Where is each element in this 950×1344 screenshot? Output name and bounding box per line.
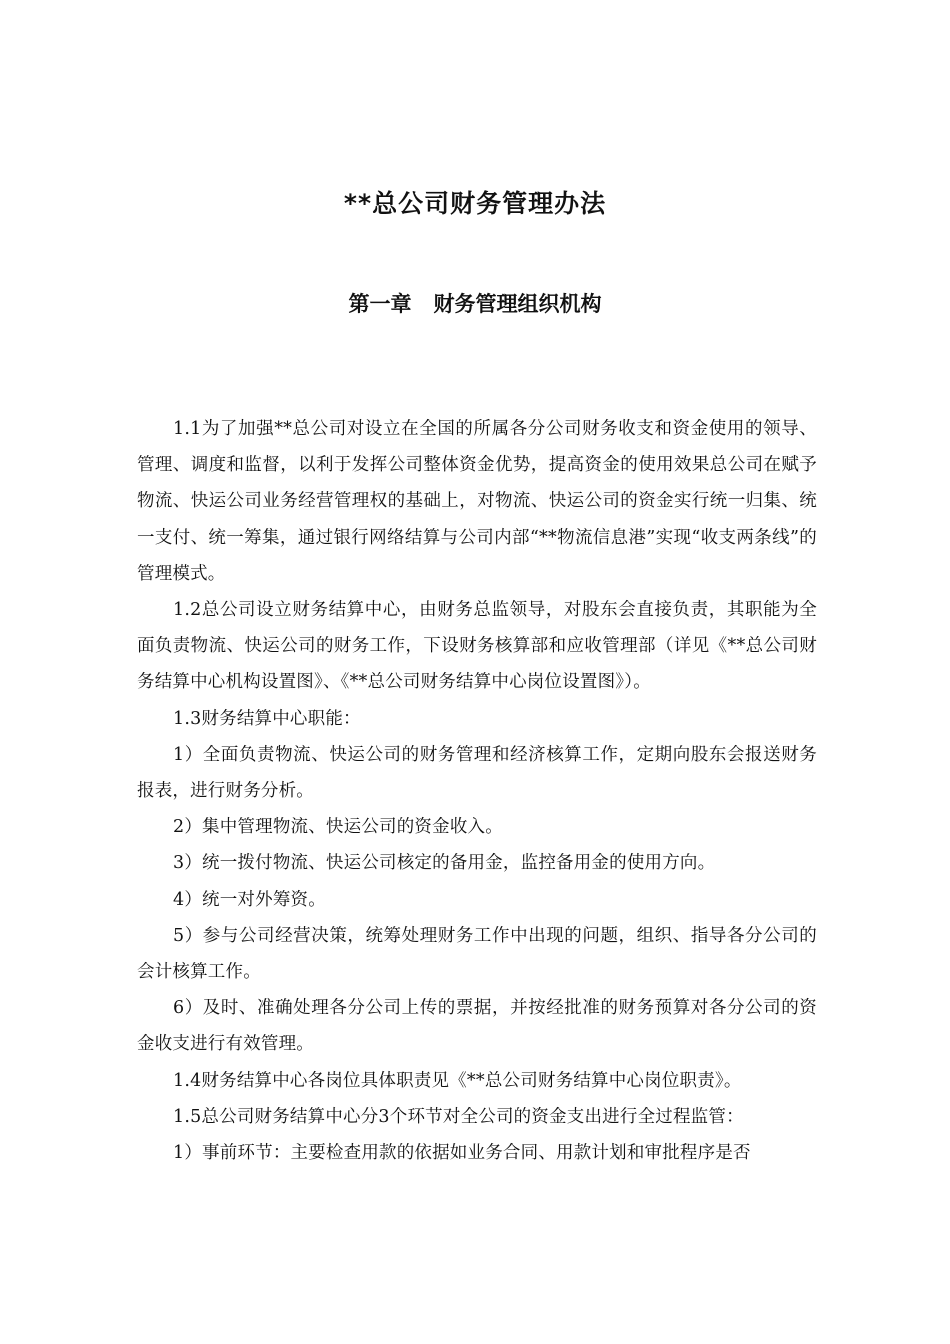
list-item-7: 1）事前环节：主要检查用款的依据如业务合同、用款计划和审批程序是否 bbox=[173, 1143, 751, 1164]
chapter-heading: 第一章 财务管理组织机构 bbox=[348, 292, 602, 316]
paragraph-1-5: 1.5总公司财务结算中心分3个环节对全公司的资金支出进行全过程监管： bbox=[173, 1106, 744, 1127]
document-title: **总公司财务管理办法 bbox=[343, 189, 607, 218]
list-item-4: 4）统一对外筹资。 bbox=[173, 889, 326, 910]
list-item-5: 5）参与公司经营决策，统筹处理财务工作中出现的问题，组织、指导各分公司的会计核算工作。 bbox=[137, 925, 817, 983]
paragraph-1-2: 1.2总公司设立财务结算中心，由财务总监领导，对股东会直接负责，其职能为全面负责物流、快运公司的财务工作，下设财务核算部和应收管理部（详见《**总公司财务结算中心机构设置图》、《**总公司财务结算中心岗位设置图》）。 bbox=[137, 600, 817, 693]
paragraph-1-3: 1.3财务结算中心职能： bbox=[173, 708, 361, 729]
paragraph-1-1: 1.1为了加强**总公司对设立在全国的所属各分公司财务收支和资金使用的领导、管理、调度和监督，以利于发挥公司整体资金优势，提高资金的使用效果总公司在赋予物流、快运公司业务经营管理权的基础上，对物流、快运公司的资金实行统一归集、统一支付、统一筹集，通过银行网络结算与公司内部“**物流信息港”实现“收支两条线”的管理模式。 bbox=[137, 419, 817, 584]
list-item-1: 1）全面负责物流、快运公司的财务管理和经济核算工作，定期向股东会报送财务报表，进行财务分析。 bbox=[137, 744, 817, 802]
document-body bbox=[137, 411, 817, 1171]
list-item-3: 3）统一拨付物流、快运公司核定的备用金，监控备用金的使用方向。 bbox=[173, 853, 716, 874]
list-item-6: 6）及时、准确处理各分公司上传的票据，并按经批准的财务预算对各分公司的资金收支进行有效管理。 bbox=[137, 998, 817, 1055]
list-item-2: 2）集中管理物流、快运公司的资金收入。 bbox=[173, 817, 503, 838]
paragraph-1-4: 1.4财务结算中心各岗位具体职责见《**总公司财务结算中心岗位职责》。 bbox=[173, 1070, 742, 1091]
